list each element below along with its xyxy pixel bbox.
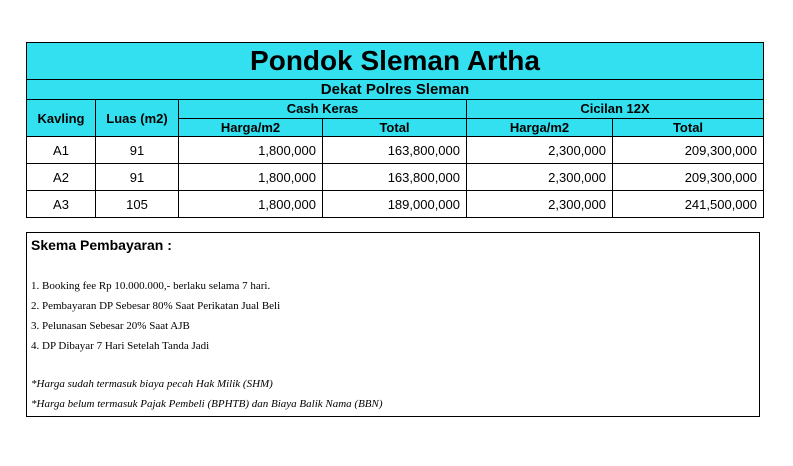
- table-row: [27, 137, 764, 164]
- header-cicilan: Cicilan 12X: [467, 100, 764, 119]
- header-cicilan-harga: Harga/m2: [467, 118, 613, 137]
- cicilan-total-cell: 209,300,000: [613, 164, 764, 191]
- cicilan-harga-cell: 2,300,000: [467, 164, 613, 191]
- cash-total-cell: 189,000,000: [323, 191, 467, 218]
- price-note: *Harga sudah termasuk biaya pecah Hak Milik (SHM): [31, 378, 273, 390]
- payment-step: 3. Pelunasan Sebesar 20% Saat AJB: [31, 320, 190, 332]
- header-luas: Luas (m2): [96, 100, 179, 137]
- kavling-cell: A1: [27, 137, 96, 164]
- payment-step: 1. Booking fee Rp 10.000.000,- berlaku selama 7 hari.: [31, 280, 271, 292]
- cash-harga-cell: 1,800,000: [179, 164, 323, 191]
- cash-total-cell: 163,800,000: [323, 137, 467, 164]
- cash-harga-cell: 1,800,000: [179, 137, 323, 164]
- header-cash-keras: Cash Keras: [179, 100, 467, 119]
- cicilan-total-cell: 241,500,000: [613, 191, 764, 218]
- header-cicilan-total: Total: [613, 118, 764, 137]
- luas-cell: 91: [96, 137, 179, 164]
- table-row: [27, 164, 764, 191]
- price-note: *Harga belum termasuk Pajak Pembeli (BPHTB) dan Biaya Balik Nama (BBN): [31, 398, 383, 410]
- kavling-cell: A3: [27, 191, 96, 218]
- header-kavling: Kavling: [27, 100, 96, 137]
- payment-scheme-heading: Skema Pembayaran :: [31, 237, 172, 253]
- payment-step: 2. Pembayaran DP Sebesar 80% Saat Perikatan Jual Beli: [31, 300, 281, 312]
- kavling-cell: A2: [27, 164, 96, 191]
- cash-total-cell: 163,800,000: [323, 164, 467, 191]
- cicilan-harga-cell: 2,300,000: [467, 191, 613, 218]
- table-row: [27, 191, 764, 218]
- payment-step: 4. DP Dibayar 7 Hari Setelah Tanda Jadi: [31, 340, 210, 352]
- luas-cell: 105: [96, 191, 179, 218]
- luas-cell: 91: [96, 164, 179, 191]
- cicilan-harga-cell: 2,300,000: [467, 137, 613, 164]
- payment-scheme-box: [26, 232, 760, 417]
- header-cash-harga: Harga/m2: [179, 118, 323, 137]
- page-subtitle: Dekat Polres Sleman: [27, 80, 764, 100]
- cash-harga-cell: 1,800,000: [179, 191, 323, 218]
- price-table: [26, 42, 764, 218]
- page-title: Pondok Sleman Artha: [27, 43, 764, 80]
- header-cash-total: Total: [323, 118, 467, 137]
- cicilan-total-cell: 209,300,000: [613, 137, 764, 164]
